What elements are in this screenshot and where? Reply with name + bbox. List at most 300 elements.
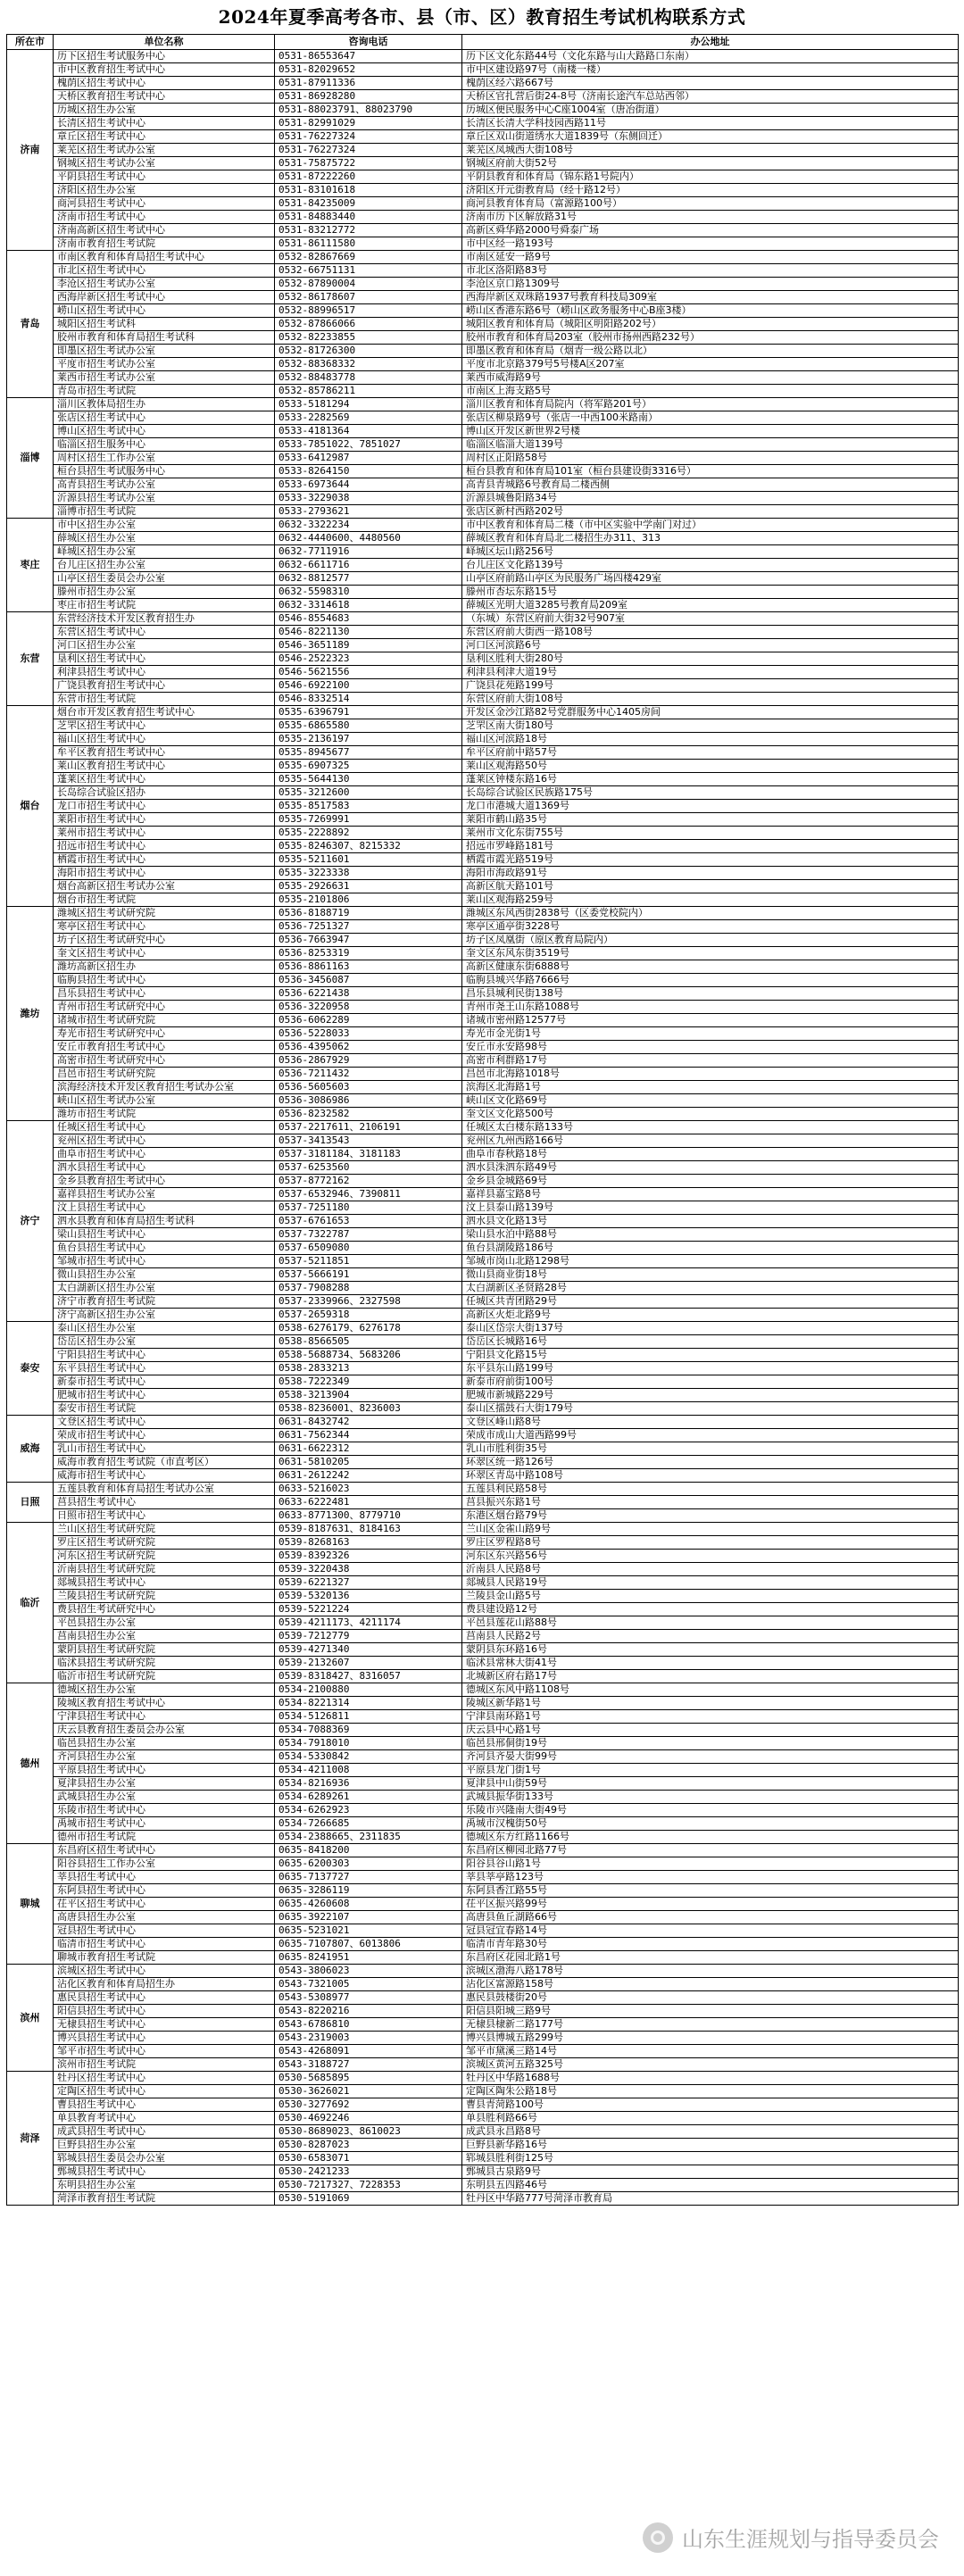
unit-name-cell: 桓台县招生考试服务中心 bbox=[54, 465, 275, 478]
phone-cell: 0536-7251327 bbox=[275, 920, 462, 934]
address-cell: 芝罘区南大街180号 bbox=[462, 719, 959, 733]
unit-name-cell: 临沭县招生考试研究院 bbox=[54, 1657, 275, 1670]
unit-name-cell: 齐河县招生办公室 bbox=[54, 1750, 275, 1764]
unit-name-cell: 济宁市教育招生考试院 bbox=[54, 1295, 275, 1309]
table-row bbox=[7, 1857, 959, 1871]
phone-cell: 0536-3456087 bbox=[275, 974, 462, 987]
table-row bbox=[7, 1509, 959, 1523]
phone-cell: 0532-88996517 bbox=[275, 304, 462, 318]
unit-name-cell: 阳信县招生考试中心 bbox=[54, 2005, 275, 2018]
phone-cell: 0531-86111580 bbox=[275, 237, 462, 251]
table-row bbox=[7, 2032, 959, 2045]
table-row bbox=[7, 1175, 959, 1188]
phone-cell: 0536-5228033 bbox=[275, 1027, 462, 1041]
unit-name-cell: 临邑县招生办公室 bbox=[54, 1737, 275, 1750]
phone-cell: 0543-6786810 bbox=[275, 2018, 462, 2032]
watermark-text: 山东生涯规划与指导委员会 bbox=[682, 2527, 939, 2552]
address-cell: 莱西市威海路9号 bbox=[462, 371, 959, 385]
table-row bbox=[7, 331, 959, 345]
phone-cell: 0534-5330842 bbox=[275, 1750, 462, 1764]
unit-name-cell: 巨野县招生办公室 bbox=[54, 2139, 275, 2152]
address-cell: 蓬莱区钟楼东路16号 bbox=[462, 773, 959, 786]
phone-cell: 0538-2833213 bbox=[275, 1362, 462, 1375]
table-row bbox=[7, 1884, 959, 1898]
phone-cell: 0539-3220438 bbox=[275, 1563, 462, 1576]
phone-cell: 0537-5211851 bbox=[275, 1255, 462, 1268]
phone-cell: 0536-7663947 bbox=[275, 934, 462, 947]
unit-name-cell: 长清区招生考试中心 bbox=[54, 117, 275, 130]
unit-name-cell: 嘉祥县招生考试办公室 bbox=[54, 1188, 275, 1201]
phone-cell: 0533-3229038 bbox=[275, 492, 462, 505]
address-cell: 崂山区香港东路6号（崂山区政务服务中心B座3楼） bbox=[462, 304, 959, 318]
address-cell: 汶上县泰山路139号 bbox=[462, 1201, 959, 1215]
phone-cell: 0534-6262923 bbox=[275, 1804, 462, 1817]
address-cell: 历城区便民服务中心C座1004室（唐冶街道） bbox=[462, 104, 959, 117]
phone-cell: 0535-8945677 bbox=[275, 746, 462, 760]
unit-name-cell: 肥城市招生考试中心 bbox=[54, 1389, 275, 1402]
phone-cell: 0543-7321005 bbox=[275, 1978, 462, 1991]
unit-name-cell: 市南区教育和体育局招生考试中心 bbox=[54, 251, 275, 264]
unit-name-cell: 淄川区教体局招生办 bbox=[54, 398, 275, 411]
unit-name-cell: 莒县招生考试中心 bbox=[54, 1496, 275, 1509]
unit-name-cell: 菏泽市教育招生考试院 bbox=[54, 2192, 275, 2206]
table-row bbox=[7, 478, 959, 492]
table-row bbox=[7, 505, 959, 519]
address-cell: 寿光市金光街1号 bbox=[462, 1027, 959, 1041]
address-cell: 高青县青城路6号教育局二楼西侧 bbox=[462, 478, 959, 492]
table-row bbox=[7, 1804, 959, 1817]
phone-cell: 0632-3314618 bbox=[275, 599, 462, 612]
phone-cell: 0546-3651189 bbox=[275, 639, 462, 652]
phone-cell: 0537-6253560 bbox=[275, 1161, 462, 1175]
table-row bbox=[7, 1630, 959, 1643]
unit-name-cell: 武城县招生办公室 bbox=[54, 1791, 275, 1804]
table-row bbox=[7, 184, 959, 197]
phone-cell: 0631-6622312 bbox=[275, 1442, 462, 1456]
table-row bbox=[7, 599, 959, 612]
table-row bbox=[7, 1737, 959, 1750]
unit-name-cell: 安丘市教育招生考试中心 bbox=[54, 1041, 275, 1054]
address-cell: 薛城区光明大道3285号教育局209室 bbox=[462, 599, 959, 612]
table-row bbox=[7, 1871, 959, 1884]
phone-cell: 0546-8554683 bbox=[275, 612, 462, 626]
phone-cell: 0533-7851022、7851027 bbox=[275, 438, 462, 452]
city-cell: 东营 bbox=[7, 612, 54, 706]
phone-cell: 0543-5308977 bbox=[275, 1991, 462, 2005]
city-cell: 菏泽 bbox=[7, 2072, 54, 2206]
phone-cell: 0535-3212600 bbox=[275, 786, 462, 800]
unit-name-cell: 平阴县招生考试中心 bbox=[54, 170, 275, 184]
address-cell: 环翠区青岛中路108号 bbox=[462, 1469, 959, 1483]
table-row bbox=[7, 545, 959, 559]
table-row bbox=[7, 1429, 959, 1442]
phone-cell: 0546-8332514 bbox=[275, 693, 462, 706]
phone-cell: 0631-7562344 bbox=[275, 1429, 462, 1442]
table-row bbox=[7, 612, 959, 626]
phone-cell: 0535-2228892 bbox=[275, 827, 462, 840]
phone-cell: 0537-6761653 bbox=[275, 1215, 462, 1228]
unit-name-cell: 茌平区招生考试中心 bbox=[54, 1898, 275, 1911]
unit-name-cell: 济南市教育招生考试院 bbox=[54, 237, 275, 251]
address-cell: 沂源县城鲁阳路34号 bbox=[462, 492, 959, 505]
address-cell: 高新区舜华路2000号舜泰广场 bbox=[462, 224, 959, 237]
table-row bbox=[7, 492, 959, 505]
unit-name-cell: 太白湖新区招生办公室 bbox=[54, 1282, 275, 1295]
address-cell: 长岛综合试验区民族路175号 bbox=[462, 786, 959, 800]
phone-cell: 0535-2926631 bbox=[275, 880, 462, 893]
address-cell: 高密市利群路17号 bbox=[462, 1054, 959, 1068]
unit-name-cell: 河东区招生考试研究院 bbox=[54, 1550, 275, 1563]
address-cell: 高新区健康东街6888号 bbox=[462, 960, 959, 974]
unit-name-cell: 青州市招生考试研究中心 bbox=[54, 1001, 275, 1014]
unit-name-cell: 莱阳市招生考试中心 bbox=[54, 813, 275, 827]
address-cell: 莒县振兴东路1号 bbox=[462, 1496, 959, 1509]
phone-cell: 0531-88023791、88023790 bbox=[275, 104, 462, 117]
address-cell: 肥城市新城路229号 bbox=[462, 1389, 959, 1402]
address-cell: 安丘市永安路98号 bbox=[462, 1041, 959, 1054]
table-row bbox=[7, 1978, 959, 1991]
table-row bbox=[7, 907, 959, 920]
table-row bbox=[7, 2072, 959, 2085]
phone-cell: 0531-86553647 bbox=[275, 50, 462, 63]
address-cell: 即墨区教育和体育局（烟青一级公路以北） bbox=[462, 345, 959, 358]
unit-name-cell: 平邑县招生办公室 bbox=[54, 1616, 275, 1630]
address-cell: 市南区上海支路5号 bbox=[462, 385, 959, 398]
table-row bbox=[7, 586, 959, 599]
address-cell: 夏津县中山街59号 bbox=[462, 1777, 959, 1791]
address-cell: 薛城区教育和体育局北二楼招生办311、313 bbox=[462, 532, 959, 545]
address-cell: 曹县青菏路100号 bbox=[462, 2098, 959, 2112]
phone-cell: 0538-8236001、8236003 bbox=[275, 1402, 462, 1416]
address-cell: 牟平区府前中路57号 bbox=[462, 746, 959, 760]
phone-cell: 0532-86178607 bbox=[275, 291, 462, 304]
address-cell: 罗庄区罗程路8号 bbox=[462, 1536, 959, 1550]
unit-name-cell: 陵城区教育招生考试中心 bbox=[54, 1697, 275, 1710]
address-cell: 垦利区胜利大街280号 bbox=[462, 652, 959, 666]
table-row bbox=[7, 1536, 959, 1550]
address-cell: 阳谷县谷山路1号 bbox=[462, 1857, 959, 1871]
phone-cell: 0531-83212772 bbox=[275, 224, 462, 237]
phone-cell: 0537-7251180 bbox=[275, 1201, 462, 1215]
unit-name-cell: 龙口市招生考试中心 bbox=[54, 800, 275, 813]
table-row bbox=[7, 626, 959, 639]
table-row bbox=[7, 304, 959, 318]
unit-name-cell: 枣庄市招生考试院 bbox=[54, 599, 275, 612]
unit-name-cell: 冠县招生考试中心 bbox=[54, 1924, 275, 1938]
address-cell: 寒亭区通亭街3228号 bbox=[462, 920, 959, 934]
city-cell: 烟台 bbox=[7, 706, 54, 907]
phone-cell: 0537-6509080 bbox=[275, 1242, 462, 1255]
table-row bbox=[7, 104, 959, 117]
table-row bbox=[7, 974, 959, 987]
unit-name-cell: 惠民县招生考试中心 bbox=[54, 1991, 275, 2005]
table-row bbox=[7, 1335, 959, 1349]
unit-name-cell: 昌邑市招生考试研究院 bbox=[54, 1068, 275, 1081]
address-cell: 乳山市胜利街35号 bbox=[462, 1442, 959, 1456]
table-row bbox=[7, 773, 959, 786]
watermark bbox=[643, 2522, 939, 2553]
phone-cell: 0534-8216936 bbox=[275, 1777, 462, 1791]
unit-name-cell: 阳谷县招生工作办公室 bbox=[54, 1857, 275, 1871]
phone-cell: 0532-82867669 bbox=[275, 251, 462, 264]
unit-name-cell: 济阳区招生办公室 bbox=[54, 184, 275, 197]
address-cell: 潍城区东风西街2838号（区委党校院内） bbox=[462, 907, 959, 920]
address-cell: 高新区航天路101号 bbox=[462, 880, 959, 893]
phone-cell: 0538-3213904 bbox=[275, 1389, 462, 1402]
phone-cell: 0536-5605603 bbox=[275, 1081, 462, 1094]
table-row bbox=[7, 1268, 959, 1282]
phone-cell: 0537-3181184、3181183 bbox=[275, 1148, 462, 1161]
table-row bbox=[7, 1402, 959, 1416]
address-cell: 高新区火炬北路9号 bbox=[462, 1309, 959, 1322]
phone-cell: 0546-2522323 bbox=[275, 652, 462, 666]
phone-cell: 0532-81726300 bbox=[275, 345, 462, 358]
header-phone: 咨询电话 bbox=[275, 35, 462, 50]
address-cell: 昌乐县城利民街138号 bbox=[462, 987, 959, 1001]
address-cell: 临沭县常林大街41号 bbox=[462, 1657, 959, 1670]
table-row bbox=[7, 1014, 959, 1027]
phone-cell: 0635-5231021 bbox=[275, 1924, 462, 1938]
phone-cell: 0531-76227324 bbox=[275, 130, 462, 144]
address-cell: 桓台县教育和体育局101室（桓台县建设街3316号） bbox=[462, 465, 959, 478]
unit-name-cell: 栖霞市招生考试中心 bbox=[54, 853, 275, 867]
phone-cell: 0534-6289261 bbox=[275, 1791, 462, 1804]
address-cell: 宁津县南环路1号 bbox=[462, 1710, 959, 1724]
address-cell: 巨野县新华路16号 bbox=[462, 2139, 959, 2152]
address-cell: 坊子区凤凰街（原区教育局院内） bbox=[462, 934, 959, 947]
address-cell: 邹平市黛溪三路14号 bbox=[462, 2045, 959, 2058]
unit-name-cell: 蒙阴县招生考试研究院 bbox=[54, 1643, 275, 1657]
table-row bbox=[7, 1710, 959, 1724]
unit-name-cell: 寿光市招生考试研究中心 bbox=[54, 1027, 275, 1041]
unit-name-cell: 济宁高新区招生办公室 bbox=[54, 1309, 275, 1322]
unit-name-cell: 滨海经济技术开发区教育招生考试办公室 bbox=[54, 1081, 275, 1094]
table-row bbox=[7, 813, 959, 827]
address-cell: 曲阜市春秋路18号 bbox=[462, 1148, 959, 1161]
phone-cell: 0632-7711916 bbox=[275, 545, 462, 559]
table-row bbox=[7, 827, 959, 840]
address-cell: 长清区长清大学科技园西路11号 bbox=[462, 117, 959, 130]
address-cell: 东平县东山路199号 bbox=[462, 1362, 959, 1375]
table-row bbox=[7, 867, 959, 880]
table-row bbox=[7, 1991, 959, 2005]
table-row bbox=[7, 1764, 959, 1777]
unit-name-cell: 莱芜区招生考试办公室 bbox=[54, 144, 275, 157]
address-cell: 莱芜区凤城西大街108号 bbox=[462, 144, 959, 157]
unit-name-cell: 奎文区招生考试中心 bbox=[54, 947, 275, 960]
table-row bbox=[7, 130, 959, 144]
unit-name-cell: 威海市招生考试中心 bbox=[54, 1469, 275, 1483]
unit-name-cell: 临朐县招生考试中心 bbox=[54, 974, 275, 987]
unit-name-cell: 乐陵市招生考试中心 bbox=[54, 1804, 275, 1817]
unit-name-cell: 宁阳县招生考试中心 bbox=[54, 1349, 275, 1362]
table-row bbox=[7, 1483, 959, 1496]
unit-name-cell: 周村区招生工作办公室 bbox=[54, 452, 275, 465]
table-row bbox=[7, 1456, 959, 1469]
address-cell: 莱山区观海路259号 bbox=[462, 893, 959, 907]
phone-cell: 0536-6062289 bbox=[275, 1014, 462, 1027]
table-row bbox=[7, 1001, 959, 1014]
phone-cell: 0530-3626021 bbox=[275, 2085, 462, 2098]
address-cell: 张店区新村西路202号 bbox=[462, 505, 959, 519]
table-row bbox=[7, 2165, 959, 2179]
table-row bbox=[7, 1094, 959, 1108]
address-cell: 市中区建设路97号（南楼一楼） bbox=[462, 63, 959, 77]
phone-cell: 0536-8861163 bbox=[275, 960, 462, 974]
phone-cell: 0535-6865580 bbox=[275, 719, 462, 733]
table-row bbox=[7, 345, 959, 358]
unit-name-cell: 垦利区招生考试中心 bbox=[54, 652, 275, 666]
address-cell: 泰山区擂鼓石大街179号 bbox=[462, 1402, 959, 1416]
table-row bbox=[7, 157, 959, 170]
phone-cell: 0535-7269991 bbox=[275, 813, 462, 827]
table-row bbox=[7, 1911, 959, 1924]
unit-name-cell: 单县教育考试中心 bbox=[54, 2112, 275, 2125]
address-cell: 平度市北京路379号5号楼A区207室 bbox=[462, 358, 959, 371]
phone-cell: 0534-2388665、2311835 bbox=[275, 1831, 462, 1844]
phone-cell: 0532-87890004 bbox=[275, 278, 462, 291]
unit-name-cell: 平度市招生考试办公室 bbox=[54, 358, 275, 371]
phone-cell: 0535-8517583 bbox=[275, 800, 462, 813]
phone-cell: 0632-3322234 bbox=[275, 519, 462, 532]
phone-cell: 0535-2101806 bbox=[275, 893, 462, 907]
phone-cell: 0632-4440600、4480560 bbox=[275, 532, 462, 545]
unit-name-cell: 山亭区招生委员会办公室 bbox=[54, 572, 275, 586]
unit-name-cell: 东营区招生考试中心 bbox=[54, 626, 275, 639]
phone-cell: 0533-2282569 bbox=[275, 411, 462, 425]
address-cell: 兖州区九州西路166号 bbox=[462, 1134, 959, 1148]
table-row bbox=[7, 934, 959, 947]
phone-cell: 0635-7137727 bbox=[275, 1871, 462, 1884]
address-cell: 东昌府区花园北路1号 bbox=[462, 1951, 959, 1965]
unit-name-cell: 无棣县招生考试中心 bbox=[54, 2018, 275, 2032]
phone-cell: 0537-8772162 bbox=[275, 1175, 462, 1188]
address-cell: 奎文区东风东街3519号 bbox=[462, 947, 959, 960]
unit-name-cell: 郯城县招生考试中心 bbox=[54, 1576, 275, 1590]
table-row bbox=[7, 639, 959, 652]
address-cell: 莒南县人民路2号 bbox=[462, 1630, 959, 1643]
address-cell: 奎文区文化路500号 bbox=[462, 1108, 959, 1121]
unit-name-cell: 威海市教育招生考试院（市直考区） bbox=[54, 1456, 275, 1469]
address-cell: 峡山区文化路69号 bbox=[462, 1094, 959, 1108]
city-cell: 青岛 bbox=[7, 251, 54, 398]
table-row bbox=[7, 1349, 959, 1362]
table-row bbox=[7, 144, 959, 157]
phone-cell: 0531-75875722 bbox=[275, 157, 462, 170]
phone-cell: 0537-2659318 bbox=[275, 1309, 462, 1322]
table-row bbox=[7, 90, 959, 104]
unit-name-cell: 长岛综合试验区招办 bbox=[54, 786, 275, 800]
address-cell: 莘县莘亭路123号 bbox=[462, 1871, 959, 1884]
phone-cell: 0633-6222481 bbox=[275, 1496, 462, 1509]
address-cell: 栖霞市霞光路519号 bbox=[462, 853, 959, 867]
address-cell: 昌邑市北海路1018号 bbox=[462, 1068, 959, 1081]
table-row bbox=[7, 50, 959, 63]
address-cell: 兰陵县金山路5号 bbox=[462, 1590, 959, 1603]
table-row bbox=[7, 733, 959, 746]
address-cell: 宁阳县文化路15号 bbox=[462, 1349, 959, 1362]
address-cell: 费县建设路12号 bbox=[462, 1603, 959, 1616]
phone-cell: 0534-5126811 bbox=[275, 1710, 462, 1724]
unit-name-cell: 福山区招生考试中心 bbox=[54, 733, 275, 746]
table-row bbox=[7, 1576, 959, 1590]
address-cell: 鱼台县湖陵路186号 bbox=[462, 1242, 959, 1255]
table-row bbox=[7, 2085, 959, 2098]
table-row bbox=[7, 465, 959, 478]
unit-name-cell: 定陶区招生考试中心 bbox=[54, 2085, 275, 2098]
phone-cell: 0538-7222349 bbox=[275, 1375, 462, 1389]
table-row bbox=[7, 693, 959, 706]
address-cell: 牡丹区中华路777号菏泽市教育局 bbox=[462, 2192, 959, 2206]
unit-name-cell: 罗庄区招生考试研究院 bbox=[54, 1536, 275, 1550]
unit-name-cell: 郓城县招生委员会办公室 bbox=[54, 2152, 275, 2165]
table-row bbox=[7, 853, 959, 867]
phone-cell: 0539-8268163 bbox=[275, 1536, 462, 1550]
unit-name-cell: 烟台高新区招生考试办公室 bbox=[54, 880, 275, 893]
unit-name-cell: 乳山市招生考试中心 bbox=[54, 1442, 275, 1456]
table-row bbox=[7, 840, 959, 853]
address-cell: 东阿县香江路55号 bbox=[462, 1884, 959, 1898]
table-row bbox=[7, 519, 959, 532]
table-row bbox=[7, 452, 959, 465]
table-row bbox=[7, 264, 959, 278]
phone-cell: 0631-5810205 bbox=[275, 1456, 462, 1469]
address-cell: 单县胜利路66号 bbox=[462, 2112, 959, 2125]
phone-cell: 0543-8220216 bbox=[275, 2005, 462, 2018]
unit-name-cell: 薛城区招生办公室 bbox=[54, 532, 275, 545]
unit-name-cell: 高唐县招生办公室 bbox=[54, 1911, 275, 1924]
unit-name-cell: 广饶县教育招生考试中心 bbox=[54, 679, 275, 693]
table-row bbox=[7, 291, 959, 304]
unit-name-cell: 蓬莱区招生考试中心 bbox=[54, 773, 275, 786]
table-row bbox=[7, 278, 959, 291]
table-row bbox=[7, 1027, 959, 1041]
phone-cell: 0539-8392326 bbox=[275, 1550, 462, 1563]
table-row bbox=[7, 1938, 959, 1951]
table-row bbox=[7, 947, 959, 960]
table-row bbox=[7, 1362, 959, 1375]
unit-name-cell: 德州市招生考试院 bbox=[54, 1831, 275, 1844]
unit-name-cell: 临沂市招生考试研究院 bbox=[54, 1670, 275, 1683]
address-cell: 钢城区府前大街52号 bbox=[462, 157, 959, 170]
phone-cell: 0546-6922100 bbox=[275, 679, 462, 693]
table-row bbox=[7, 786, 959, 800]
address-cell: 陵城区新华路1号 bbox=[462, 1697, 959, 1710]
table-row bbox=[7, 1777, 959, 1791]
address-cell: 淄川区教育和体育局院内（将军路201号） bbox=[462, 398, 959, 411]
unit-name-cell: 邹城市招生考试中心 bbox=[54, 1255, 275, 1268]
phone-cell: 0531-76227324 bbox=[275, 144, 462, 157]
unit-name-cell: 日照市招生考试中心 bbox=[54, 1509, 275, 1523]
address-cell: 五莲县利民路58号 bbox=[462, 1483, 959, 1496]
address-cell: 滨城区黄河五路325号 bbox=[462, 2058, 959, 2072]
table-row bbox=[7, 1750, 959, 1764]
phone-cell: 0534-7918010 bbox=[275, 1737, 462, 1750]
table-row bbox=[7, 1148, 959, 1161]
unit-name-cell: 烟台市开发区教育招生考试中心 bbox=[54, 706, 275, 719]
table-header-row bbox=[7, 35, 959, 50]
table-row bbox=[7, 385, 959, 398]
address-cell: 邹城市岗山北路1298号 bbox=[462, 1255, 959, 1268]
address-cell: 河口区河滨路6号 bbox=[462, 639, 959, 652]
phone-cell: 0546-5621556 bbox=[275, 666, 462, 679]
address-cell: 东营区府前大街西一路108号 bbox=[462, 626, 959, 639]
phone-cell: 0539-7212779 bbox=[275, 1630, 462, 1643]
unit-name-cell: 海阳市招生考试中心 bbox=[54, 867, 275, 880]
city-cell: 济南 bbox=[7, 50, 54, 251]
table-row bbox=[7, 1898, 959, 1911]
address-cell: 沾化区富源路158号 bbox=[462, 1978, 959, 1991]
